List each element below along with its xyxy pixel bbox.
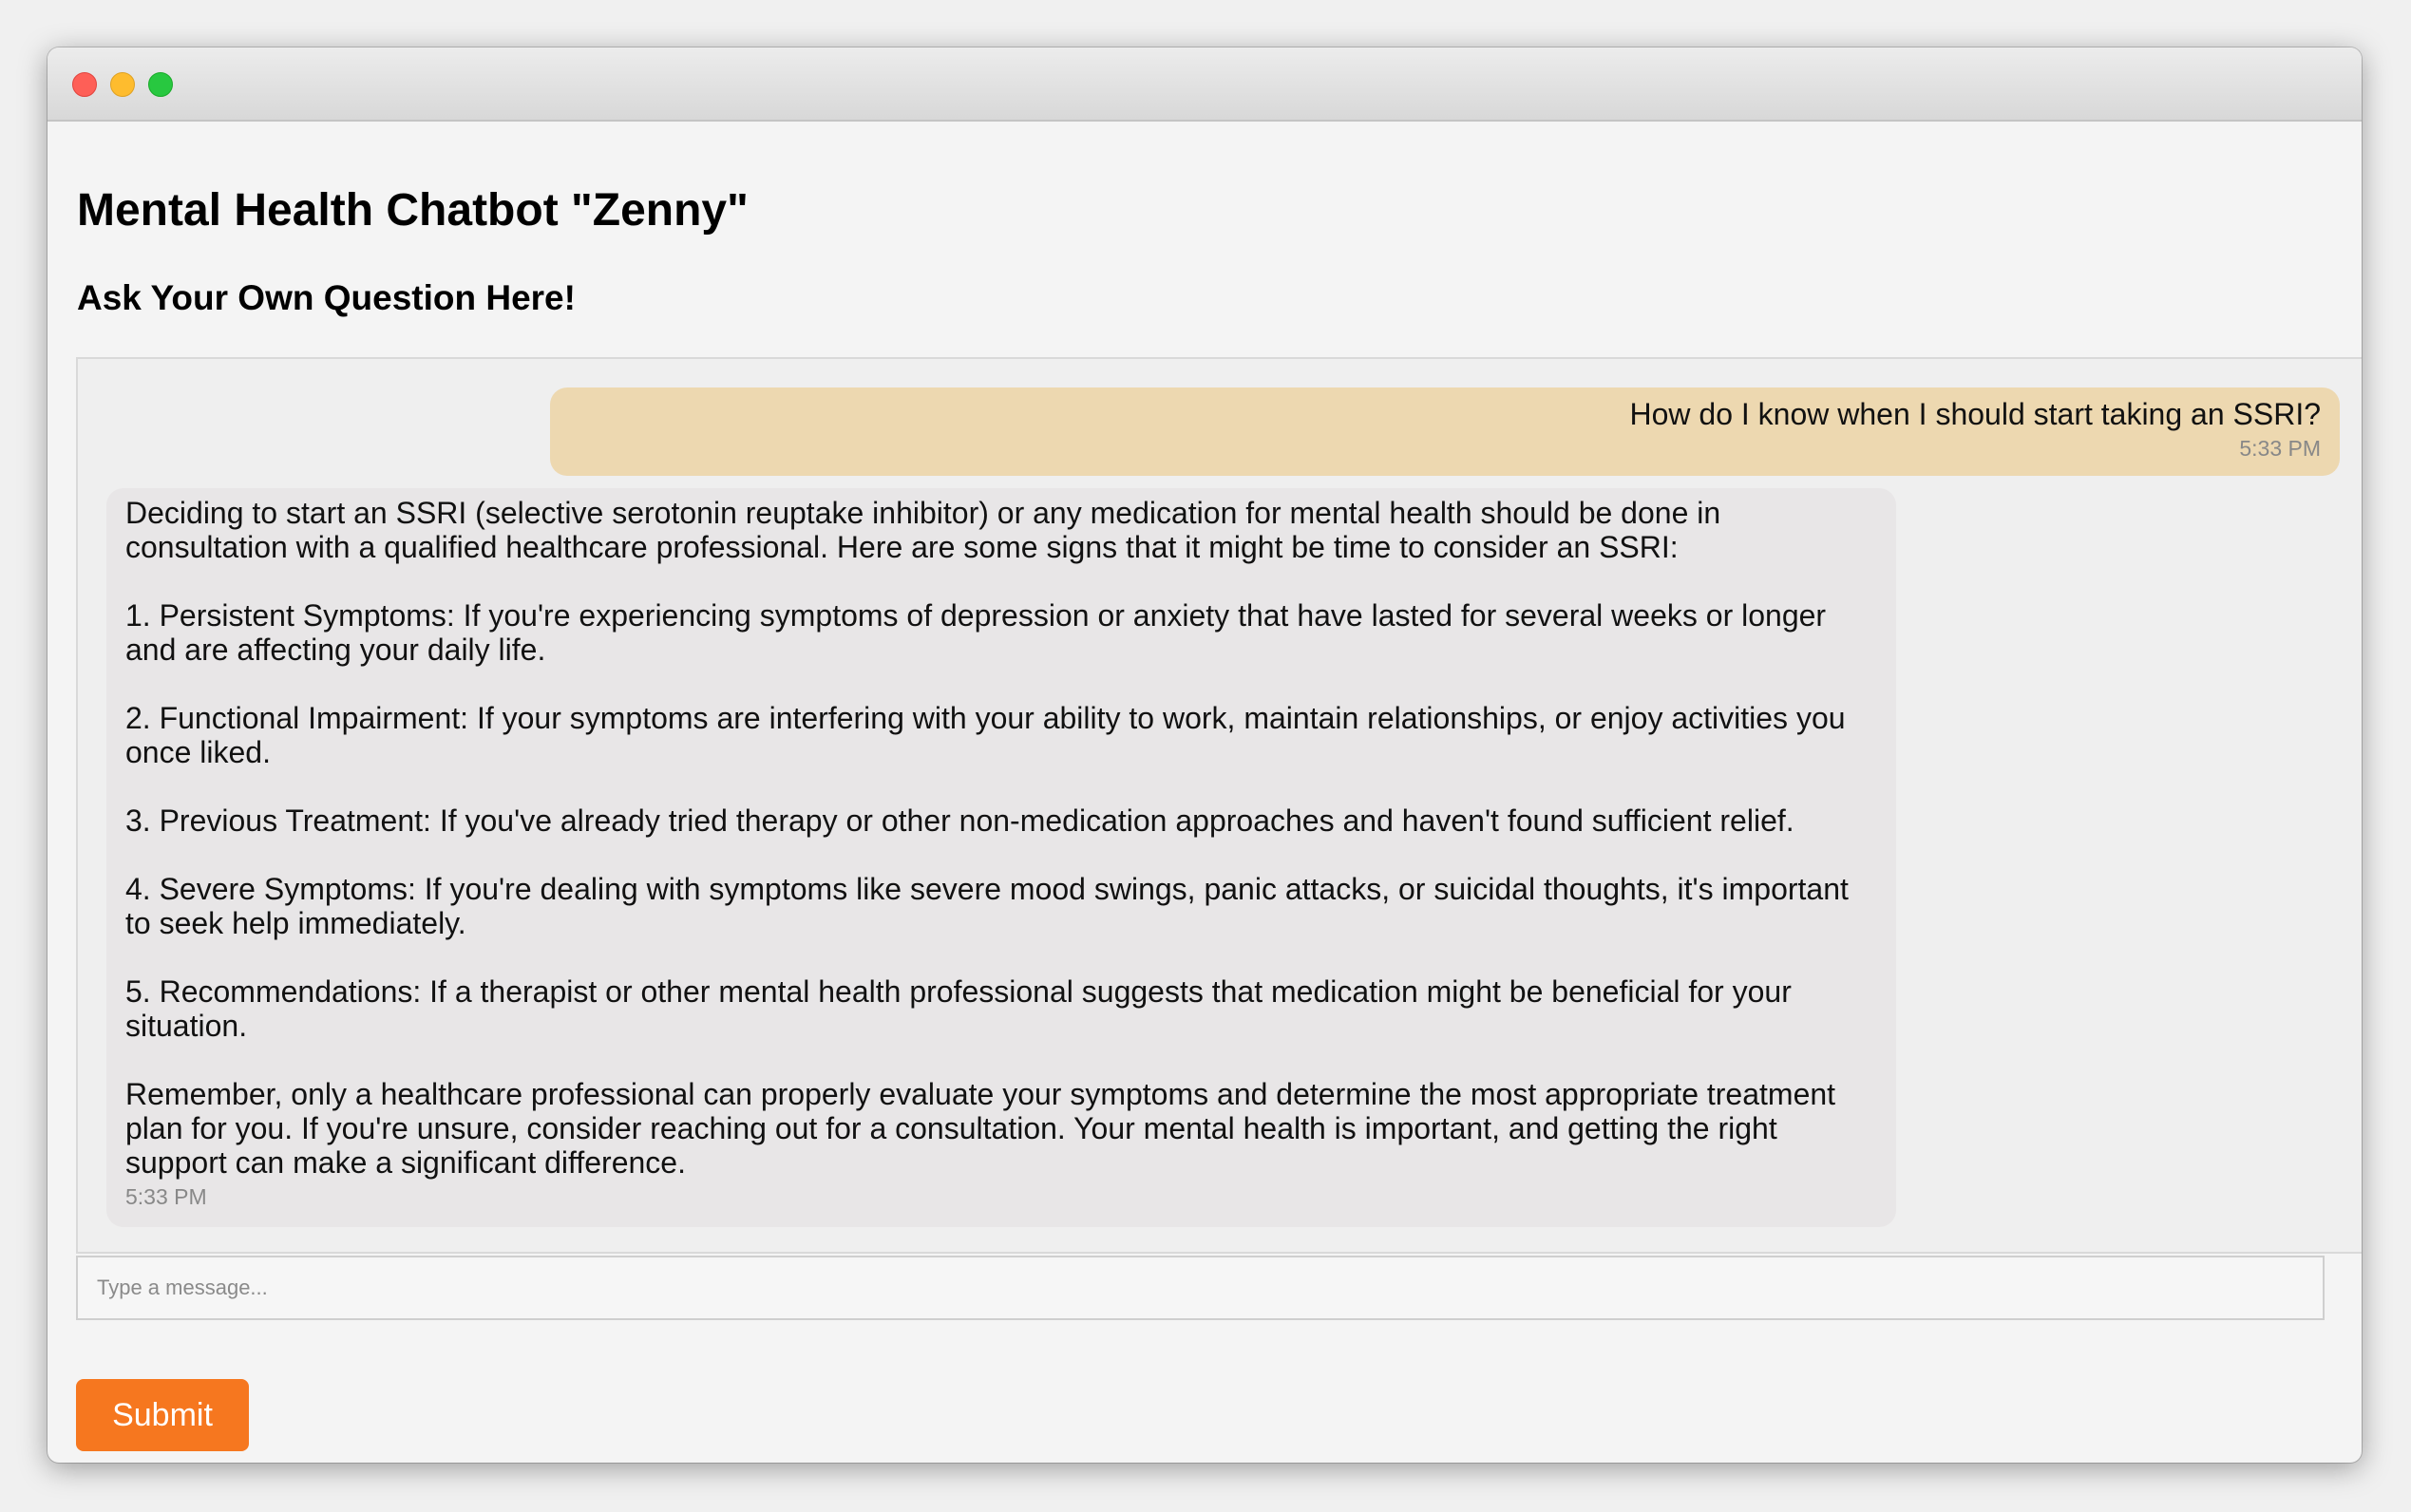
page-title: Mental Health Chatbot "Zenny": [77, 185, 749, 236]
user-message-text: How do I know when I should start taking an SSRI?: [1629, 397, 2321, 431]
title-bar: [47, 47, 2362, 122]
user-message-timestamp: 5:33 PM: [2239, 436, 2321, 461]
page-subtitle: Ask Your Own Question Here!: [77, 278, 576, 317]
zoom-window-icon[interactable]: [148, 72, 173, 97]
minimize-window-icon[interactable]: [110, 72, 135, 97]
bot-message: [106, 488, 1896, 1227]
bot-message-text: Deciding to start an SSRI (selective serotonin reuptake inhibitor) or any medication for mental health should be done in consultation with a qualified healthcare professional. Here are some signs that it might be time to consider an SSRI: 1. Persistent Symptoms: If you're experiencing symptoms of depression or anxiety that have lasted for several weeks or longer and are affecting your daily life. 2. Functional Impairment: If your symptoms are interfering with your ability to work, maintain relationships, or enjoy activities you once liked. 3. Previous Treatment: If you've already tried therapy or other non-medication approaches and haven't found sufficient relief. 4. Severe Symptoms: If you're dealing with symptoms like severe mood swings, panic attacks, or suicidal thoughts, it's important to seek help immediately. 5. Recommendations: If a therapist or other mental health professional suggests that medication might be beneficial for your situation. Remember, only a healthcare professional can properly evaluate your symptoms and determine the most appropriate treatment plan for you. If you're unsure, consider reaching out for a consultation. Your mental health is important, and getting the right support can make a significant difference.: [125, 496, 1849, 1180]
submit-button[interactable]: Submit: [76, 1379, 249, 1451]
message-input-wrapper: [76, 1256, 2325, 1320]
close-window-icon[interactable]: [72, 72, 97, 97]
bot-message-timestamp: 5:33 PM: [125, 1184, 207, 1209]
app-window: [47, 47, 2362, 1463]
chat-history[interactable]: [76, 357, 2362, 1254]
user-message: [550, 387, 2340, 476]
message-input[interactable]: [78, 1257, 2323, 1318]
